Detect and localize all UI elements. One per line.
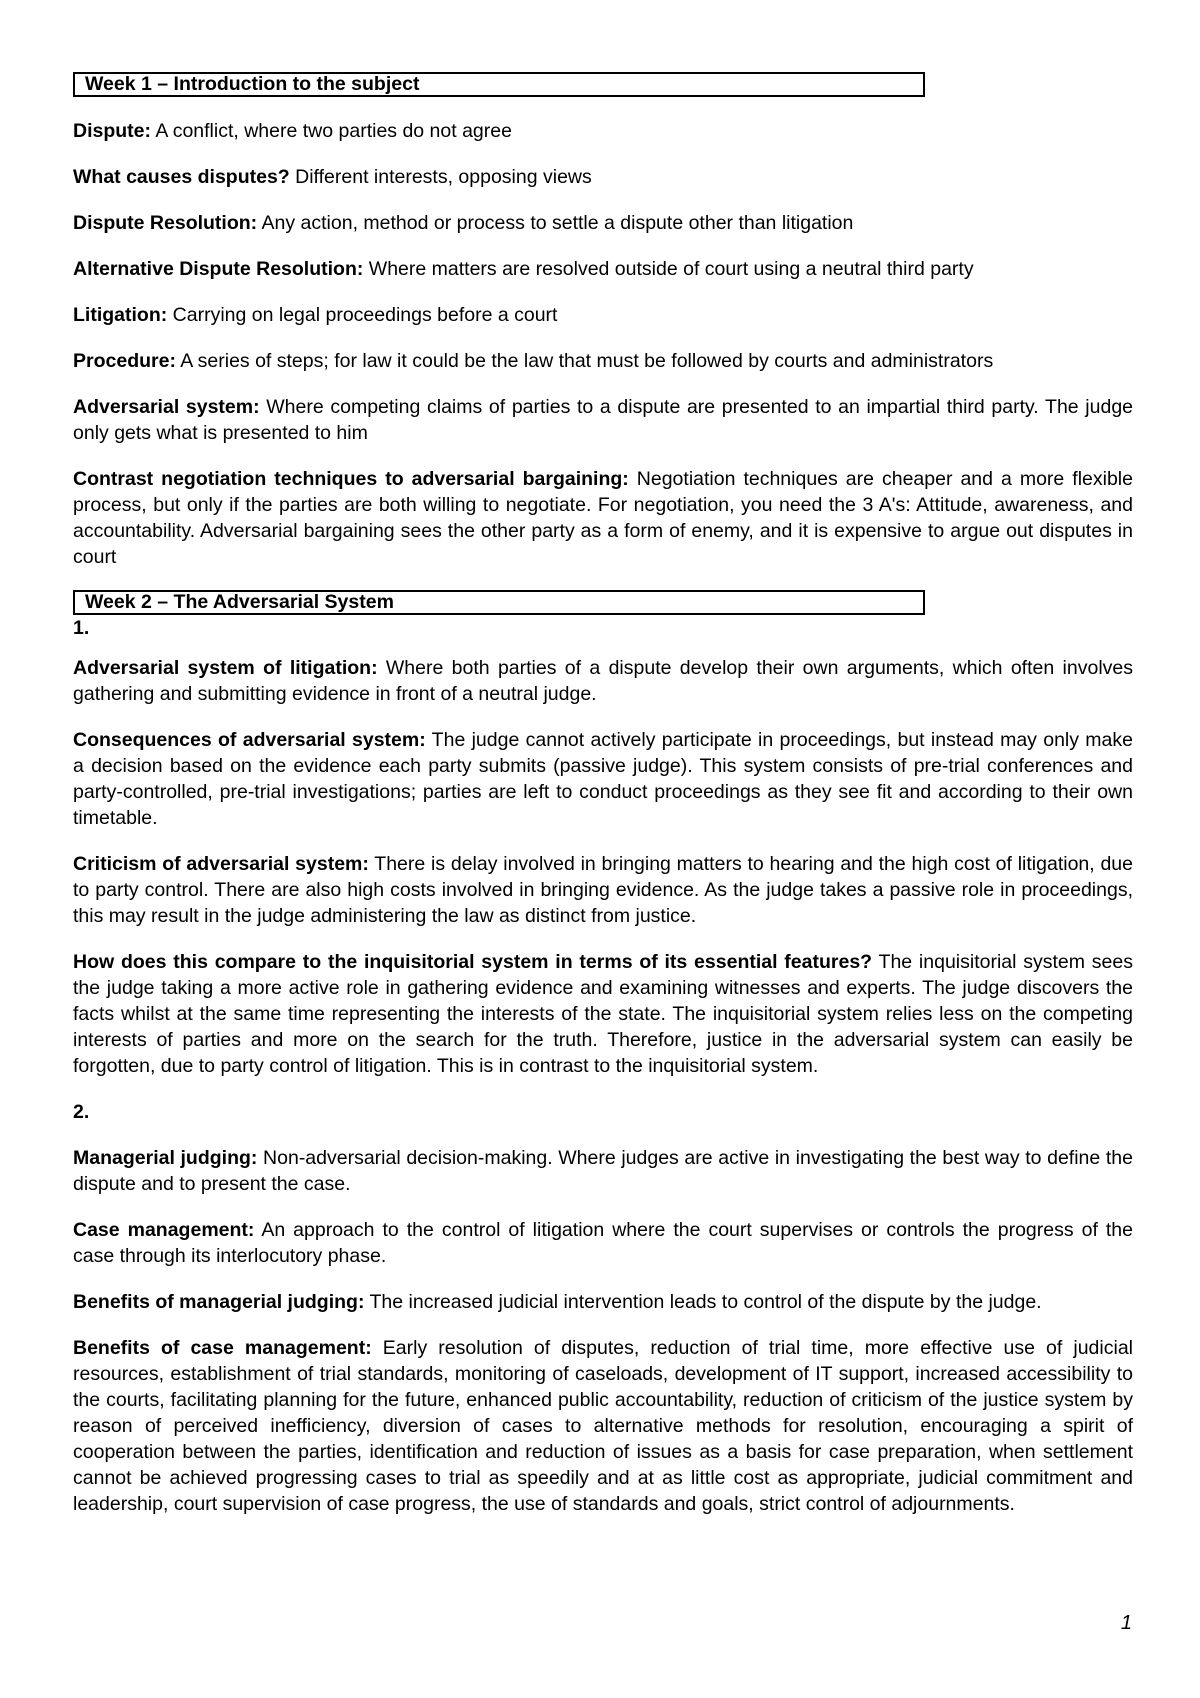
definition-item <box>73 210 1133 236</box>
definition-item <box>73 1289 1133 1315</box>
definition-text: Where matters are resolved outside of court using a neutral third party <box>363 258 974 280</box>
definition-text: Non-adversarial decision-making. Where judges are active in investigating the best way to define the dispute and to present the case. <box>73 1147 1133 1195</box>
definition-term: How does this compare to the inquisitorial system in terms of its essential features? <box>73 951 873 973</box>
week1-heading: Week 1 – Introduction to the subject <box>73 72 925 97</box>
definition-text: The inquisitorial system sees the judge taking a more active role in gathering evidence and examining witnesses and experts. The judge discovers the facts whilst at the same time representing the interests of the state. The inquisitorial system relies less on the competing interests of parties and more on the search for the truth. Therefore, justice in the adversarial system can easily be forgotten, due to party control of litigation. This is in contrast to the inquisitorial system. <box>73 951 1133 1077</box>
definition-term: Litigation: <box>73 304 168 326</box>
definition-text: Negotiation techniques are cheaper and a more flexible process, but only if the parties are both willing to negotiate. For negotiation, you need the 3 A's: Attitude, awareness, and accountability. Adversarial bargaining sees the other party as a form of enemy, and it is expensive to argue out disputes in court <box>73 468 1133 568</box>
definition-text: Where both parties of a dispute develop their own arguments, which often involves gathering and submitting evidence in front of a neutral judge. <box>73 657 1133 705</box>
document-page <box>73 72 1133 1517</box>
definition-item <box>73 164 1133 190</box>
definition-text: An approach to the control of litigation where the court supervises or controls the progress of the case through its interlocutory phase. <box>73 1219 1133 1267</box>
definition-term: Managerial judging: <box>73 1147 258 1169</box>
definition-term: Alternative Dispute Resolution: <box>73 258 364 280</box>
definition-term: What causes disputes? <box>73 166 290 188</box>
definition-term: Consequences of adversarial system: <box>73 729 426 751</box>
week1-items <box>73 118 1133 570</box>
definition-term: Dispute Resolution: <box>73 212 258 234</box>
definition-term: Dispute: <box>73 120 151 142</box>
definition-term: Case management: <box>73 1219 255 1241</box>
week2-section2-items <box>73 1145 1133 1517</box>
definition-text: The judge cannot actively participate in proceedings, but instead may only make a decision based on the evidence each party submits (passive judge). This system consists of pre-trial conferences and party-controlled, pre-trial investigations; parties are left to conduct proceedings as they see fit and according to their own timetable. <box>73 729 1133 829</box>
definition-term: Contrast negotiation techniques to adversarial bargaining: <box>73 468 629 490</box>
definition-term: Benefits of managerial judging: <box>73 1291 365 1313</box>
section-number: 1. <box>73 617 90 639</box>
definition-text: Any action, method or process to settle a dispute other than litigation <box>257 212 854 234</box>
definition-item <box>73 1217 1133 1269</box>
definition-text: Different interests, opposing views <box>289 166 592 188</box>
definition-text: There is delay involved in bringing matters to hearing and the high cost of litigation, due to party control. There are also high costs involved in bringing evidence. As the judge takes a passive role in proceedings, this may result in the judge administering the law as distinct from justice. <box>73 853 1133 927</box>
week2-heading: Week 2 – The Adversarial System <box>73 590 925 615</box>
definition-term: Adversarial system: <box>73 396 260 418</box>
definition-term: Procedure: <box>73 350 176 372</box>
definition-item <box>73 727 1133 831</box>
definition-term: Criticism of adversarial system: <box>73 853 369 875</box>
definition-item <box>73 851 1133 929</box>
definition-item <box>73 1335 1133 1517</box>
definition-text: Early resolution of disputes, reduction of trial time, more effective use of judicial resources, establishment of trial standards, monitoring of caseloads, development of IT support, increased accessibility to the courts, facilitating planning for the future, enhanced public accountability, reduction of criticism of the justice system by reason of perceived inefficiency, diversion of cases to alternative methods for resolution, encouraging a spirit of cooperation between the parties, identification and reduction of issues as a basis for case preparation, when settlement cannot be achieved progressing cases to trial as speedily and at as little cost as appropriate, judicial commitment and leadership, court supervision of case progress, the use of standards and goals, strict control of adjournments. <box>73 1337 1133 1515</box>
section-number: 2. <box>73 1101 90 1123</box>
definition-item <box>73 949 1133 1079</box>
definition-text: A series of steps; for law it could be the law that must be followed by courts and administrators <box>175 350 994 372</box>
week2-section1-items <box>73 655 1133 1079</box>
definition-text: The increased judicial intervention leads to control of the dispute by the judge. <box>364 1291 1042 1313</box>
definition-text: Carrying on legal proceedings before a court <box>167 304 558 326</box>
definition-text: A conflict, where two parties do not agree <box>151 120 512 142</box>
definition-item <box>73 394 1133 446</box>
definition-term: Adversarial system of litigation: <box>73 657 378 679</box>
definition-item <box>73 1145 1133 1197</box>
page-number: 1 <box>1120 1612 1132 1634</box>
definition-item <box>73 302 1133 328</box>
definition-item <box>73 118 1133 144</box>
definition-item <box>73 256 1133 282</box>
definition-item <box>73 655 1133 707</box>
definition-item <box>73 466 1133 570</box>
definition-text: Where competing claims of parties to a dispute are presented to an impartial third party. The judge only gets what is presented to him <box>73 396 1134 444</box>
definition-term: Benefits of case management: <box>73 1337 372 1359</box>
definition-item <box>73 348 1133 374</box>
